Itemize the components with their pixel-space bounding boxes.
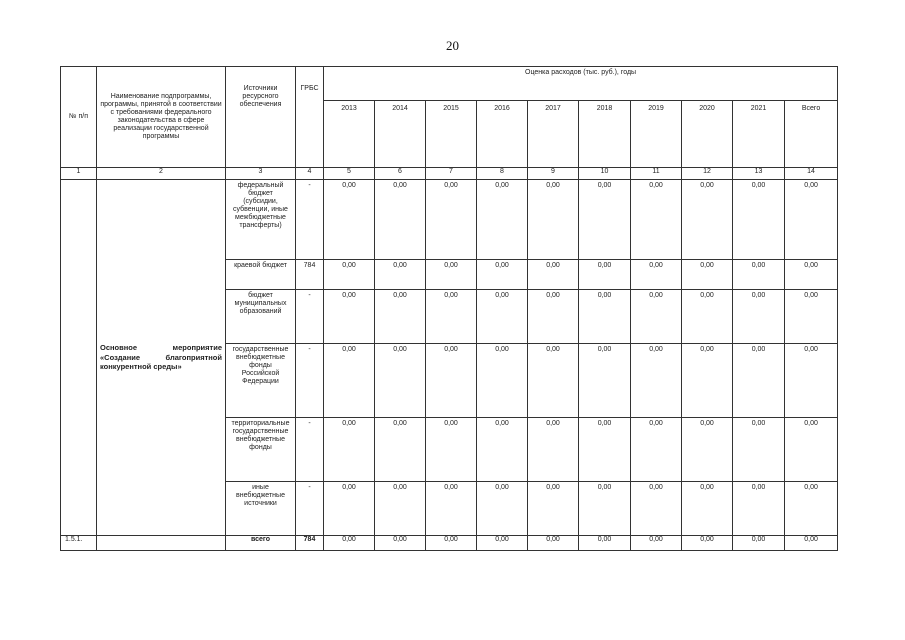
- funding-source: территориальные государственные внебюджетные фонды: [226, 418, 296, 482]
- column-number: 8: [477, 168, 528, 180]
- header-year: 2020: [682, 101, 733, 168]
- total-amount-cell: 0,00: [631, 536, 682, 551]
- amount-cell: 0,00: [631, 344, 682, 418]
- total-empty: [97, 536, 226, 551]
- amount-cell: 0,00: [375, 344, 426, 418]
- main-body: [61, 180, 838, 536]
- total-amount-cell: 0,00: [733, 536, 785, 551]
- amount-cell: 0,00: [426, 290, 477, 344]
- total-amount-cell: 0,00: [426, 536, 477, 551]
- grbs-code: -: [296, 482, 324, 536]
- amount-cell: 0,00: [785, 290, 838, 344]
- amount-cell: 0,00: [375, 418, 426, 482]
- amount-cell: 0,00: [682, 290, 733, 344]
- amount-cell: 0,00: [785, 260, 838, 290]
- amount-cell: 0,00: [528, 482, 579, 536]
- amount-cell: 0,00: [375, 180, 426, 260]
- amount-cell: 0,00: [579, 290, 631, 344]
- column-number: 12: [682, 168, 733, 180]
- amount-cell: 0,00: [733, 180, 785, 260]
- amount-cell: 0,00: [631, 290, 682, 344]
- column-number: 3: [226, 168, 296, 180]
- amount-cell: 0,00: [324, 260, 375, 290]
- header-name: Наименование подпрограммы, программы, принятой в соответствии с требованиями федерального законодательства в сфере реализации государственной программы: [97, 67, 226, 168]
- total-grbs: 784: [296, 536, 324, 551]
- amount-cell: 0,00: [631, 418, 682, 482]
- header-year: Всего: [785, 101, 838, 168]
- header-estimate: Оценка расходов (тыс. руб.), годы: [324, 67, 838, 101]
- column-number: 13: [733, 168, 785, 180]
- amount-cell: 0,00: [375, 482, 426, 536]
- amount-cell: 0,00: [324, 180, 375, 260]
- header-year: 2019: [631, 101, 682, 168]
- amount-cell: 0,00: [477, 344, 528, 418]
- funding-source: иные внебюджетные источники: [226, 482, 296, 536]
- main-num-cell: [61, 180, 97, 536]
- amount-cell: 0,00: [528, 260, 579, 290]
- amount-cell: 0,00: [682, 418, 733, 482]
- total-amount-cell: 0,00: [579, 536, 631, 551]
- header-year: 2014: [375, 101, 426, 168]
- total-amount-cell: 0,00: [375, 536, 426, 551]
- column-numbers-row: [61, 168, 838, 180]
- amount-cell: 0,00: [579, 344, 631, 418]
- header-year: 2016: [477, 101, 528, 168]
- amount-cell: 0,00: [528, 344, 579, 418]
- column-number: 10: [579, 168, 631, 180]
- amount-cell: 0,00: [426, 260, 477, 290]
- amount-cell: 0,00: [375, 260, 426, 290]
- amount-cell: 0,00: [631, 180, 682, 260]
- amount-cell: 0,00: [785, 344, 838, 418]
- grbs-code: -: [296, 344, 324, 418]
- amount-cell: 0,00: [785, 418, 838, 482]
- amount-cell: 0,00: [733, 260, 785, 290]
- funding-row: [61, 180, 838, 260]
- total-amount-cell: 0,00: [477, 536, 528, 551]
- amount-cell: 0,00: [426, 418, 477, 482]
- header-year: 2015: [426, 101, 477, 168]
- header-year: 2017: [528, 101, 579, 168]
- amount-cell: 0,00: [426, 180, 477, 260]
- amount-cell: 0,00: [733, 344, 785, 418]
- total-amount-cell: 0,00: [682, 536, 733, 551]
- amount-cell: 0,00: [477, 418, 528, 482]
- column-number: 9: [528, 168, 579, 180]
- amount-cell: 0,00: [579, 418, 631, 482]
- budget-table: [60, 66, 838, 551]
- column-number: 6: [375, 168, 426, 180]
- amount-cell: 0,00: [631, 260, 682, 290]
- amount-cell: 0,00: [682, 482, 733, 536]
- amount-cell: 0,00: [682, 260, 733, 290]
- funding-source: государственные внебюджетные фонды Российской Федерации: [226, 344, 296, 418]
- column-number: 14: [785, 168, 838, 180]
- total-amount-cell: 0,00: [324, 536, 375, 551]
- page-number: 20: [446, 38, 459, 53]
- column-number: 5: [324, 168, 375, 180]
- column-number: 7: [426, 168, 477, 180]
- amount-cell: 0,00: [324, 482, 375, 536]
- grbs-code: -: [296, 418, 324, 482]
- amount-cell: 0,00: [785, 180, 838, 260]
- amount-cell: 0,00: [324, 290, 375, 344]
- amount-cell: 0,00: [682, 344, 733, 418]
- column-number: 1: [61, 168, 97, 180]
- amount-cell: 0,00: [631, 482, 682, 536]
- amount-cell: 0,00: [682, 180, 733, 260]
- header-row-top: [61, 67, 838, 101]
- total-row: [61, 536, 838, 551]
- grbs-code: -: [296, 290, 324, 344]
- grbs-code: -: [296, 180, 324, 260]
- amount-cell: 0,00: [426, 344, 477, 418]
- header-source: Источники ресурсного обеспечения: [226, 67, 296, 168]
- amount-cell: 0,00: [477, 260, 528, 290]
- column-number: 2: [97, 168, 226, 180]
- amount-cell: 0,00: [528, 290, 579, 344]
- header-year: 2021: [733, 101, 785, 168]
- amount-cell: 0,00: [477, 180, 528, 260]
- amount-cell: 0,00: [579, 482, 631, 536]
- amount-cell: 0,00: [785, 482, 838, 536]
- amount-cell: 0,00: [528, 418, 579, 482]
- header-grbs: ГРБС: [296, 67, 324, 168]
- amount-cell: 0,00: [733, 418, 785, 482]
- column-number: 11: [631, 168, 682, 180]
- grbs-code: 784: [296, 260, 324, 290]
- amount-cell: 0,00: [324, 418, 375, 482]
- amount-cell: 0,00: [324, 344, 375, 418]
- funding-source: федеральный бюджет (субсидии, субвенции, иные межбюджетные трансферты): [226, 180, 296, 260]
- funding-source: краевой бюджет: [226, 260, 296, 290]
- total-source: всего: [226, 536, 296, 551]
- amount-cell: 0,00: [477, 482, 528, 536]
- amount-cell: 0,00: [375, 290, 426, 344]
- total-amount-cell: 0,00: [528, 536, 579, 551]
- total-amount-cell: 0,00: [785, 536, 838, 551]
- header-year: 2013: [324, 101, 375, 168]
- column-number: 4: [296, 168, 324, 180]
- main-activity-name: Основное мероприятие «Создание благоприятной конкурентной среды»: [97, 180, 226, 536]
- amount-cell: 0,00: [528, 180, 579, 260]
- amount-cell: 0,00: [426, 482, 477, 536]
- amount-cell: 0,00: [579, 260, 631, 290]
- funding-source: бюджет муниципальных образований: [226, 290, 296, 344]
- total-num: 1.5.1.: [61, 536, 97, 551]
- amount-cell: 0,00: [579, 180, 631, 260]
- amount-cell: 0,00: [733, 482, 785, 536]
- amount-cell: 0,00: [733, 290, 785, 344]
- amount-cell: 0,00: [477, 290, 528, 344]
- header-num: № п/п: [61, 67, 97, 168]
- header-year: 2018: [579, 101, 631, 168]
